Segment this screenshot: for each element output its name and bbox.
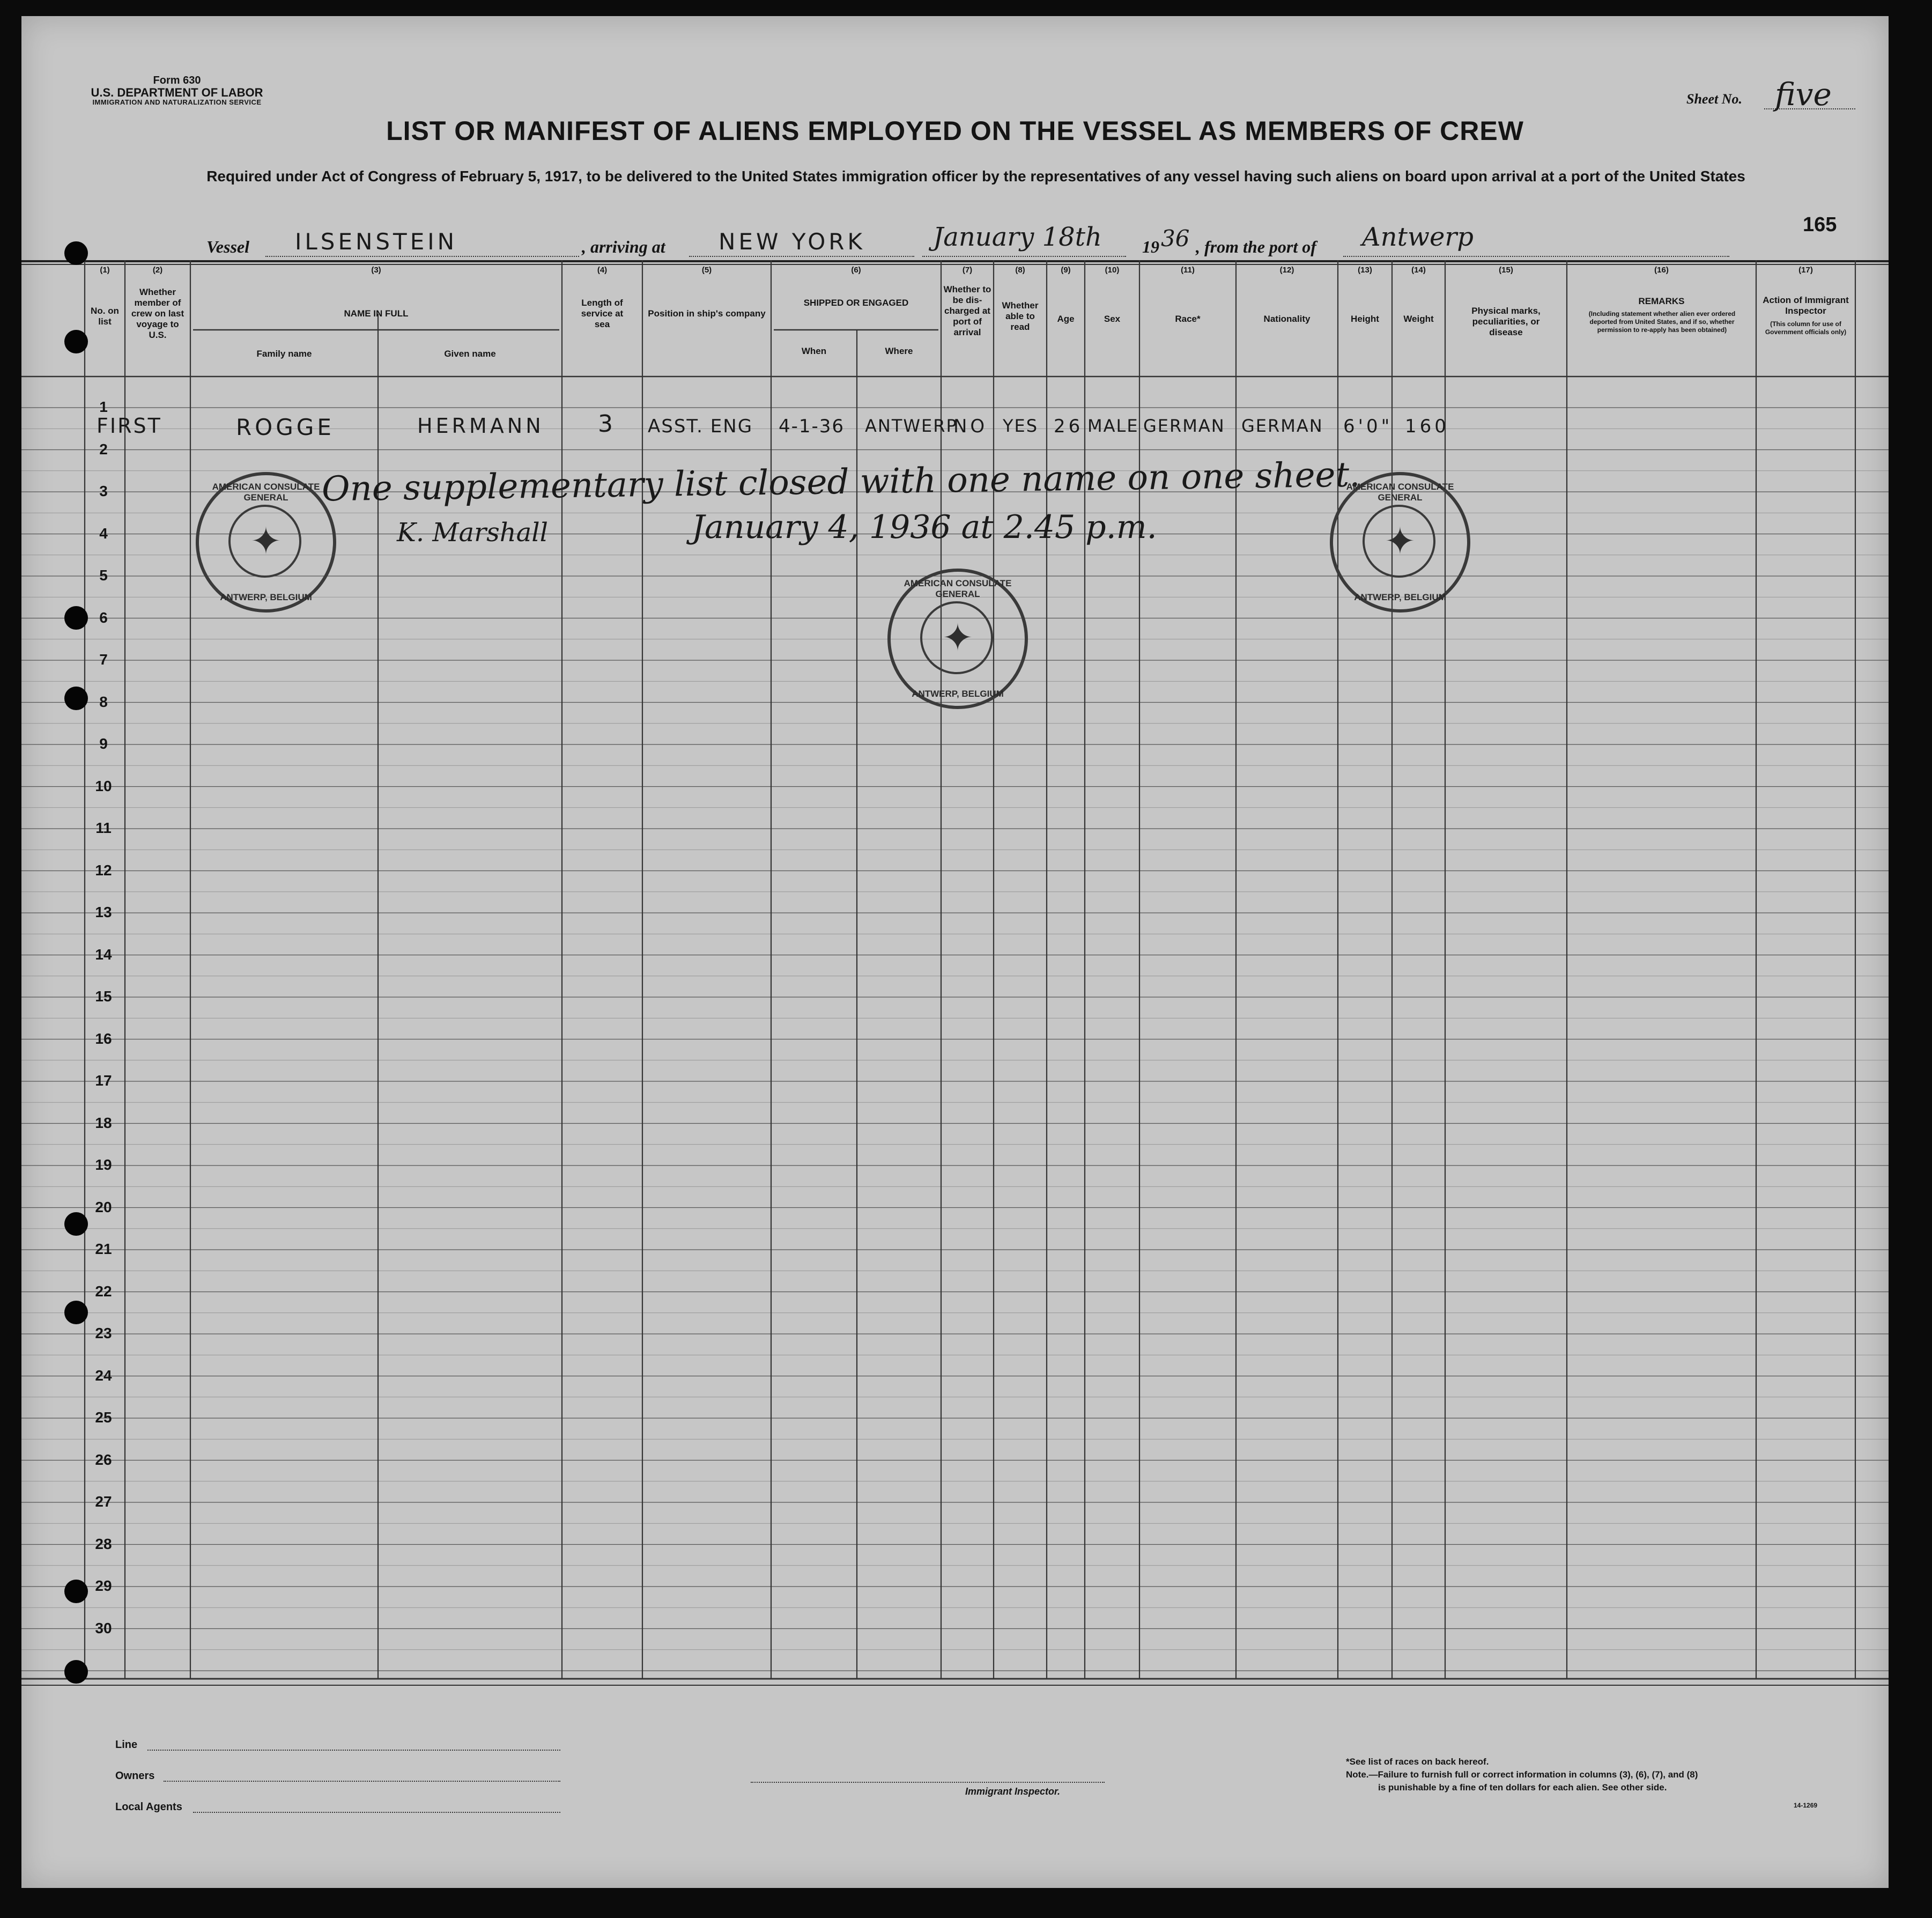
sheet-number-label: Sheet No.: [1686, 91, 1742, 107]
eagle-seal-icon: ✦: [942, 618, 974, 659]
punch-hole: [64, 1660, 88, 1684]
row-number: 5: [99, 567, 108, 584]
punch-hole: [64, 687, 88, 710]
col-header-discharged: Whether to be dis-charged at port of arrival: [943, 284, 991, 337]
row-number: 14: [95, 946, 112, 963]
col-num-6: (6): [851, 265, 861, 275]
entry-when: 4-1-36: [779, 416, 845, 437]
footer-code: 14-1269: [1794, 1802, 1818, 1809]
document-subtitle: Required under Act of Congress of February 5, 1917, to be delivered to the United States immigration officer by the representatives of any vessel having such aliens on board upon arrival at a port of the United States: [206, 168, 1745, 185]
row-number: 23: [95, 1325, 112, 1342]
entry-given-name: HERMANN: [417, 414, 544, 438]
punch-hole: [64, 606, 88, 630]
footer-line-label: Line: [115, 1739, 138, 1751]
col-header-shipped-engaged: SHIPPED OR ENGAGED: [803, 298, 909, 308]
arriving-label: , arriving at: [582, 237, 665, 256]
consulate-stamp-center: AMERICAN CONSULATE GENERAL ✦ ANTWERP, BELGIUM: [887, 569, 1028, 709]
entry-length-service: 3: [598, 410, 616, 438]
row-number: 30: [95, 1619, 112, 1636]
entry-able-to-read: YES: [1003, 416, 1039, 436]
form-service: IMMIGRATION AND NATURALIZATION SERVICE: [92, 98, 262, 107]
row-number: 3: [99, 483, 108, 500]
from-port-label: , from the port of: [1196, 237, 1316, 256]
col-num-15: (15): [1499, 265, 1513, 275]
entry-whether-member: FIRST: [97, 414, 162, 438]
row-number: 15: [95, 988, 112, 1005]
col-num-16: (16): [1654, 265, 1669, 275]
row-number: 19: [95, 1156, 112, 1174]
entry-age: 26: [1054, 416, 1084, 437]
col-num-2: (2): [152, 265, 163, 275]
col-num-4: (4): [597, 265, 608, 275]
entry-discharged: NO: [953, 416, 988, 437]
col-header-length-service: Length of service at sea: [581, 298, 624, 329]
row-number: 26: [95, 1451, 112, 1468]
row-number: 16: [95, 1030, 112, 1047]
punch-hole: [64, 330, 88, 353]
col-num-14: (14): [1411, 265, 1426, 275]
col-header-remarks-note: (Including statement whether alien ever ordered deported from United States, and if so, whether permission to re-apply has been obtained): [1588, 310, 1736, 334]
col-header-physical-marks: Physical marks, peculiarities, or disease: [1471, 306, 1541, 337]
row-number: 6: [99, 609, 108, 626]
punch-hole: [64, 241, 88, 265]
immigrant-inspector-label: Immigrant Inspector.: [965, 1786, 1061, 1797]
col-num-3: (3): [371, 265, 381, 275]
col-num-8: (8): [1015, 265, 1025, 275]
punch-hole: [64, 1301, 88, 1324]
col-header-name-in-full: NAME IN FULL: [344, 308, 409, 319]
col-header-remarks: REMARKS: [1638, 296, 1685, 306]
footer-owners-label: Owners: [115, 1770, 155, 1782]
row-number: 29: [95, 1577, 112, 1595]
row-number: 1: [99, 399, 108, 416]
entry-height: 6'0": [1343, 416, 1393, 437]
col-header-action-inspector: Action of Immigrant Inspector: [1763, 295, 1849, 316]
row-number: 12: [95, 861, 112, 879]
page-number: 165: [1803, 213, 1837, 236]
entry-race: GERMAN: [1143, 416, 1225, 436]
consulate-stamp-left: AMERICAN CONSULATE GENERAL ✦ ANTWERP, BELGIUM: [196, 472, 336, 613]
row-number: 8: [99, 693, 108, 710]
vessel-name: ILSENSTEIN: [295, 228, 458, 255]
col-header-age: Age: [1057, 314, 1075, 324]
row-number: 9: [99, 735, 108, 753]
col-header-sex: Sex: [1104, 314, 1121, 324]
col-header-nationality: Nationality: [1263, 314, 1311, 324]
eagle-seal-icon: ✦: [250, 521, 282, 563]
col-header-where: Where: [885, 346, 913, 356]
entry-sex: MALE: [1087, 416, 1139, 436]
row-number: 17: [95, 1072, 112, 1089]
arrival-date: January 18th: [933, 222, 1102, 252]
col-header-member-last-voyage: Whether member of crew on last voyage to U.S.: [131, 287, 184, 340]
col-header-given-name: Given name: [444, 349, 496, 359]
consul-signature: K. Marshall: [397, 518, 548, 548]
year-prefix: 19: [1142, 237, 1159, 256]
col-num-11: (11): [1181, 265, 1195, 275]
annotation-line-1: One supplementary list closed with one name on one sheet.: [321, 455, 1360, 510]
row-number: 25: [95, 1409, 112, 1426]
col-num-9: (9): [1061, 265, 1071, 275]
eagle-seal-icon: ✦: [1384, 521, 1416, 563]
arriving-port: NEW YORK: [719, 228, 865, 255]
col-header-race: Race*: [1175, 314, 1201, 324]
consulate-stamp-right: AMERICAN CONSULATE GENERAL ✦ ANTWERP, BELGIUM: [1330, 472, 1470, 613]
document-title: LIST OR MANIFEST OF ALIENS EMPLOYED ON THE VESSEL AS MEMBERS OF CREW: [386, 116, 1524, 146]
annotation-line-2: January 4, 1936 at 2.45 p.m.: [692, 508, 1157, 546]
punch-hole: [64, 1580, 88, 1603]
col-num-12: (12): [1279, 265, 1294, 275]
col-num-7: (7): [962, 265, 973, 275]
arrival-year: 36: [1161, 225, 1190, 252]
col-num-10: (10): [1105, 265, 1120, 275]
row-number: 27: [95, 1493, 112, 1510]
col-header-no-on-list: No. on list: [91, 306, 119, 327]
col-header-family-name: Family name: [256, 349, 312, 359]
entry-nationality: GERMAN: [1241, 416, 1323, 436]
col-header-position: Position in ship's company: [648, 308, 766, 319]
row-number: 4: [99, 525, 108, 542]
row-number: 24: [95, 1367, 112, 1384]
row-number: 20: [95, 1198, 112, 1215]
row-number: 28: [95, 1535, 112, 1552]
entry-weight: 160: [1405, 416, 1449, 437]
row-number: 10: [95, 777, 112, 794]
footer-agents-label: Local Agents: [115, 1801, 182, 1813]
vessel-label: Vessel: [206, 237, 249, 256]
col-num-1: (1): [100, 265, 110, 275]
row-number: 11: [95, 820, 112, 837]
departure-port: Antwerp: [1362, 222, 1474, 252]
row-number: 2: [99, 440, 108, 458]
manifest-sheet: [21, 16, 1889, 1888]
row-number: 18: [95, 1114, 112, 1131]
footer-note-penalty-1: Note.—Failure to furnish full or correct information in columns (3), (6), (7), and (8): [1346, 1769, 1698, 1780]
form-department: U.S. DEPARTMENT OF LABOR: [91, 86, 263, 99]
col-num-17: (17): [1798, 265, 1813, 275]
entry-position: ASST. ENG: [648, 416, 753, 437]
col-header-when: When: [801, 346, 827, 356]
entry-where: ANTWERP: [865, 416, 958, 436]
col-num-13: (13): [1358, 265, 1372, 275]
entry-family-name: ROGGE: [236, 414, 335, 440]
row-number: 22: [95, 1282, 112, 1300]
punch-hole: [64, 1212, 88, 1236]
row-number: 7: [99, 651, 108, 668]
col-header-able-to-read: Whether able to read: [1002, 300, 1039, 332]
col-header-height: Height: [1351, 314, 1379, 324]
form-number: Form 630: [153, 75, 201, 86]
col-header-action-note: (This column for use of Government officials only): [1765, 320, 1847, 336]
row-number: 21: [95, 1241, 112, 1258]
col-num-5: (5): [701, 265, 712, 275]
row-number: 13: [95, 904, 112, 921]
footer-note-penalty-2: is punishable by a fine of ten dollars for each alien. See other side.: [1378, 1782, 1667, 1792]
footer-note-races: *See list of races on back hereof.: [1346, 1757, 1489, 1767]
sheet-number-value: five: [1775, 76, 1832, 113]
col-header-weight: Weight: [1403, 314, 1434, 324]
